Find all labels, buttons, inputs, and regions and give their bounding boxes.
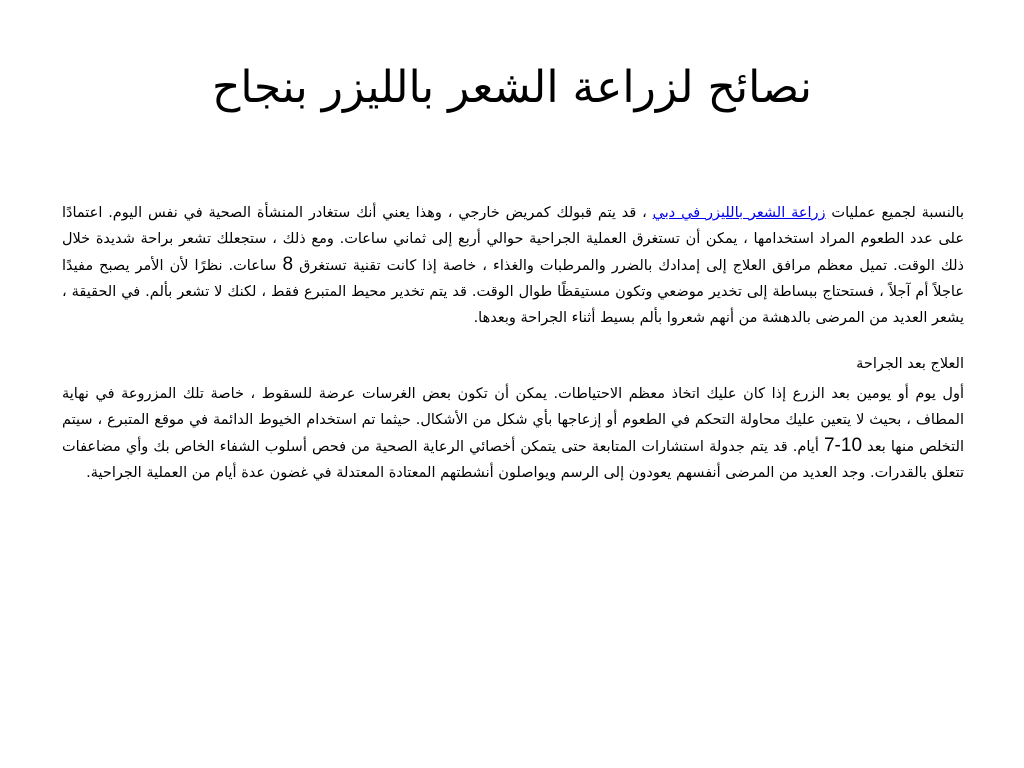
days-range-number: 7-10 [823,435,863,456]
paragraph-1-text-start: بالنسبة لجميع عمليات [825,205,964,221]
slide-content [62,200,964,486]
paragraph-1-text-end: ساعات. نظرًا لأن الأمر يصبح مفيدًا عاجلاً أم آجلاً ، فستحتاج ببساطة إلى تخدير موضعي وتكون مستيقظًا طوال الوقت. قد يتم تخدير محيط المتبرع فقط ، لكنك لا تشعر بألم. في الحقيقة ، يشعر العديد من المرضى بالدهشة من أنهم شعروا بألم بسيط أثناء الجراحة وبعدها. [62,258,964,326]
section-heading: العلاج بعد الجراحة [856,356,964,372]
paragraph-1-text-middle: ، قد يتم قبولك كمريض خارجي ، وهذا يعني أنك ستغادر المنشأة الصحية في نفس اليوم. اعتمادًا على عدد الطعوم المراد استخدامها ، يمكن أن تستغرق العملية الجراحية حوالي أربع إلى ثماني ساعات. ومع ذلك ، ستجعلك تشعر براحة شديدة خلال ذلك الوقت. تميل معظم مرافق العلاج إلى إمدادك بالضرر والمرطبات والغذاء ، خاصة إذا كانت تقنية تستغرق [62,205,964,274]
slide-title: نصائح لزراعة الشعر بالليزر بنجاح [212,62,812,113]
paragraph-aftercare [62,381,964,486]
paragraph-2-text-start: أول يوم أو يومين بعد الزرع إذا كان عليك اتخاذ معظم الاحتياطات. يمكن أن تكون بعض الغرسات عرضة للسقوط ، خاصة تلك المزروعة في نهاية المطاف ، بحيث لا يتعين عليك محاولة التحكم في الطعوم أو إزعاجها بأي شكل من الأشكال. حيثما تم استخدام الخيوط الدائمة في موقع المتبرع ، سيتم التخلص منها بعد [62,386,964,455]
paragraph-procedure [62,200,964,331]
hours-number: 8 [282,254,294,275]
hair-transplant-dubai-link[interactable]: زراعة الشعر بالليزر في دبي [652,205,826,221]
paragraph-2-text-end: أيام. قد يتم جدولة استشارات المتابعة حتى يتمكن أخصائي الرعاية الصحية من فحص أسلوب الشفاء الخاص بك وأي مضاعفات تتعلق بالقدرات. وجد العديد من المرضى أنفسهم يعودون إلى الرسم ويواصلون أنشطتهم المعتادة المعتدلة في غضون عدة أيام من العملية الجراحية. [62,439,964,481]
